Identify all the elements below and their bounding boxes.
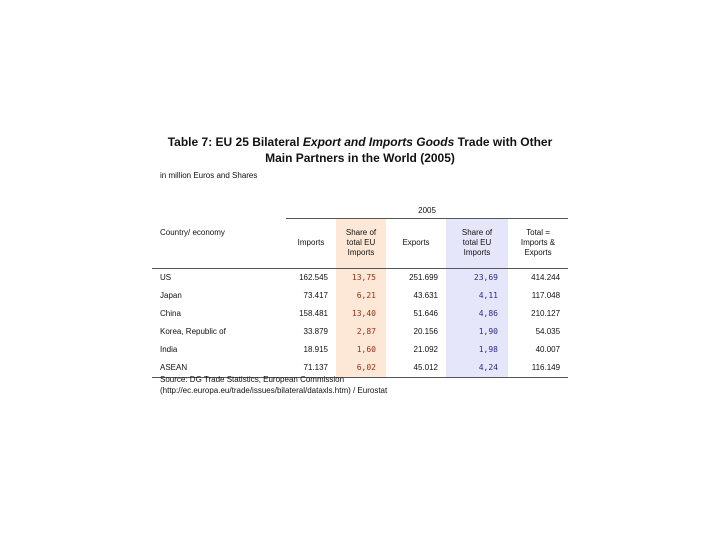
cell-share-exports: 1,90 [446,323,508,341]
trade-table-container [152,203,568,378]
cell-share-imports: 2,87 [336,323,386,341]
cell-total: 210.127 [531,309,561,318]
cell-exports: 251.699 [409,273,438,282]
cell-share-exports: 4,11 [446,287,508,305]
title-italic: Export and Imports Goods [302,135,455,149]
column-header-row [152,219,568,269]
title-line-1 [150,134,570,150]
table-row [152,268,568,287]
title-part-1: Table 7: EU 25 Bilateral [167,135,303,149]
header-total-line2: Imports & [520,238,556,248]
header-share-imports-line2: total EU [346,238,376,248]
cell-total: 40.007 [535,345,561,354]
header-share-imports-line1: Share of [345,228,377,238]
cell-exports: 45.012 [386,359,446,378]
header-total-line1: Total = [526,228,550,238]
cell-share-exports: 4,86 [446,305,508,323]
cell-imports: 73.417 [303,291,328,300]
cell-exports: 21.092 [413,345,438,354]
cell-share-imports: 13,40 [336,305,386,323]
cell-imports: 162.545 [299,273,328,282]
cell-share-imports: 13,75 [336,268,386,287]
source-line-2: (http://ec.europa.eu/trade/issues/bilateral/dataxls.htm) / Eurostat [160,386,388,395]
cell-share-exports: 1,98 [446,341,508,359]
cell-country: Korea, Republic of [160,327,226,336]
cell-share-exports: 23,69 [446,268,508,287]
cell-total: 117.048 [531,291,561,300]
cell-imports: 71.137 [286,359,336,378]
table-row [152,287,568,305]
header-share-exports-line3: Imports [463,248,491,258]
title-line-2: Main Partners in the World (2005) [265,151,455,165]
cell-total: 116.149 [508,359,568,378]
header-share-imports-line3: Imports [347,248,375,258]
year-header-row [152,203,568,219]
header-total-line3: Exports [524,248,552,258]
year-header-spacer [152,203,286,219]
cell-total: 54.035 [535,327,561,336]
cell-share-imports: 1,60 [336,341,386,359]
cell-total: 414.244 [531,273,561,282]
cell-imports: 158.481 [299,309,328,318]
cell-exports: 20.156 [413,327,438,336]
year-header: 2005 [286,203,568,219]
table-row [152,305,568,323]
cell-share-imports: 6,02 [336,359,386,378]
cell-share-imports: 6,21 [336,287,386,305]
table-body [152,268,568,377]
source-line-1: Source: DG Trade Statistics, European Commission [160,375,345,384]
table-title [150,134,570,166]
header-share-exports-line2: total EU [462,238,492,248]
cell-exports: 51.646 [413,309,438,318]
header-exports: Exports [386,219,446,269]
table-row [152,341,568,359]
trade-table [152,203,568,378]
cell-exports: 43.631 [413,291,438,300]
cell-country: China [160,309,181,318]
units-note: in million Euros and Shares [160,171,258,180]
table-row [152,323,568,341]
header-imports: Imports [286,219,336,269]
cell-share-exports: 4,24 [446,359,508,378]
cell-country: India [160,345,178,354]
header-share-imports [336,219,386,269]
header-country: Country/ economy [152,219,286,269]
header-share-exports-line1: Share of [461,228,493,238]
cell-country: US [160,273,172,282]
cell-imports: 33.879 [303,327,328,336]
header-total [508,219,568,269]
cell-country: ASEAN [152,359,286,378]
cell-country: Japan [160,291,182,300]
source-note [160,374,387,396]
header-share-exports [446,219,508,269]
cell-imports: 18.915 [303,345,328,354]
title-part-2: Trade with Other [454,135,553,149]
